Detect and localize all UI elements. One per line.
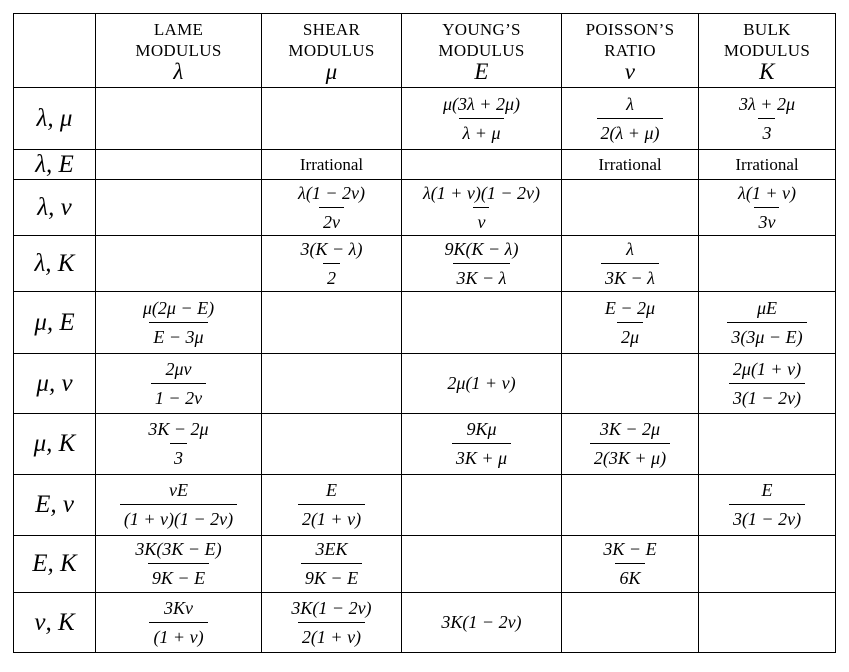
fraction-formula [144,419,212,469]
table-cell [96,292,262,354]
formula: 3K(1 − 2ν) [441,612,522,632]
fraction-denominator: (1 + ν) [149,622,207,648]
table-cell [562,475,699,536]
fraction-numerator: 3Kν [164,597,193,618]
table-cell [402,180,562,236]
column-header-symbol: ν [624,58,636,84]
fraction-numerator: νE [169,480,188,500]
fraction-formula [301,539,362,589]
fraction-formula [139,298,218,348]
fraction-formula [294,183,369,233]
table-cell [96,536,262,593]
table-cell [562,414,699,475]
table-cell [402,593,562,653]
table-cell [699,88,836,150]
table-cell [96,88,262,150]
table-cell [96,475,262,536]
fraction-formula [735,94,799,144]
column-header-line1: POISSON’S [585,19,675,39]
table-row [14,593,836,653]
fraction-formula [151,359,206,409]
row-header: λ, E [14,150,96,180]
fraction-formula [734,183,800,233]
table-cell [402,354,562,414]
table-cell [562,354,699,414]
table-cell [402,536,562,593]
fraction-denominator: 3(3μ − E) [727,322,806,348]
fraction-numerator: 3EK [315,539,348,559]
corner-cell [14,14,96,88]
column-header-line2: MODULUS [135,40,222,60]
table-body [14,88,836,653]
fraction-denominator: 2(3K + μ) [590,443,670,469]
fraction-formula [590,419,670,469]
table-row [14,536,836,593]
fraction-denominator: E − 3μ [149,322,207,348]
fraction-formula [298,480,365,530]
fraction-numerator: E [761,480,773,500]
column-header-symbol: μ [325,58,338,84]
table-cell [262,180,402,236]
row-header: μ, ν [14,354,96,414]
fraction-denominator: 2 [323,263,340,289]
table-cell [96,354,262,414]
table-cell [699,354,836,414]
table-cell [699,150,836,180]
fraction-denominator: 6K [615,563,644,589]
fraction-denominator: 2(1 + ν) [298,622,365,648]
fraction-denominator: 2ν [319,207,344,233]
fraction-formula [729,480,805,530]
row-header: λ, μ [14,88,96,150]
fraction-formula [439,94,524,144]
fraction-numerator: 3K(3K − E) [135,539,222,559]
column-header-symbol: λ [173,58,184,84]
table-cell [562,180,699,236]
column-header-line1: BULK [743,19,791,39]
fraction-formula [597,94,664,144]
fraction-formula [287,598,375,648]
column-header-line1: LAME [153,19,204,39]
fraction-formula [452,419,511,469]
fraction-numerator: 3K − 2μ [148,419,209,439]
table-cell [402,88,562,150]
row-header: μ, E [14,292,96,354]
fraction-formula [441,239,523,289]
fraction-formula [149,598,207,648]
column-header-lame [96,14,262,88]
table-cell [96,236,262,292]
fraction-numerator: 3K − 2μ [599,419,661,439]
column-header-line2: MODULUS [438,40,525,60]
table-cell [96,180,262,236]
table-row [14,354,836,414]
table-cell [262,292,402,354]
fraction-numerator: E [326,480,337,500]
table-cell [96,150,262,180]
fraction-denominator: 9K − E [148,563,209,589]
fraction-formula [601,239,659,289]
cell-text: Irrational [735,154,799,174]
table-cell [262,536,402,593]
header-row [14,14,836,88]
table-row [14,88,836,150]
fraction-denominator: ν [473,207,489,233]
fraction-numerator: λ(1 − 2ν) [298,182,365,203]
table-cell [699,236,836,292]
column-header-symbol: K [759,58,775,84]
row-header: λ, K [14,236,96,292]
fraction-denominator: 2(1 + ν) [298,504,365,530]
fraction-formula [727,298,806,348]
fraction-numerator: 9Kμ [466,419,497,439]
fraction-numerator: λ [626,93,634,114]
table-row [14,414,836,475]
table-cell [562,593,699,653]
table-row [14,292,836,354]
table-cell [699,292,836,354]
column-header-line1: SHEAR [302,19,361,39]
table-row [14,475,836,536]
table-cell [562,88,699,150]
row-header: λ, ν [14,180,96,236]
fraction-formula [599,539,660,589]
fraction-formula [419,183,544,233]
row-header: E, K [14,536,96,593]
table-cell [699,180,836,236]
table-row [14,180,836,236]
table-cell [262,236,402,292]
fraction-formula [120,480,237,530]
fraction-formula [131,539,225,589]
fraction-denominator: λ + μ [459,118,505,144]
fraction-denominator: 3K − λ [601,263,659,289]
table-cell [699,414,836,475]
cell-text: Irrational [598,154,662,174]
fraction-numerator: 3K(1 − 2ν) [291,597,372,618]
formula: 2μ(1 + ν) [447,373,516,393]
fraction-numerator: μ(2μ − E) [142,297,215,318]
fraction-formula [601,298,659,348]
fraction-numerator: 9K(K − λ) [444,238,519,259]
table-cell [402,236,562,292]
fraction-denominator: 2μ [617,322,643,348]
table-cell [262,593,402,653]
fraction-denominator: 2(λ + μ) [597,118,664,144]
fraction-denominator: 3K + μ [452,443,511,469]
column-header-poissons [562,14,699,88]
fraction-numerator: λ(1 + ν) [738,182,796,203]
table-cell [562,150,699,180]
fraction-denominator: 3 [758,118,775,144]
elastic-moduli-table [13,13,836,653]
fraction-denominator: 3K − λ [453,263,511,289]
fraction-denominator: 1 − 2ν [151,383,206,409]
table-cell [699,475,836,536]
fraction-numerator: 3K − E [603,539,657,559]
column-header-symbol: E [474,58,489,84]
column-header-line2: RATIO [604,40,656,60]
fraction-numerator: λ [626,238,634,259]
row-header: E, ν [14,475,96,536]
fraction-numerator: 2μν [165,358,192,379]
table-cell [402,150,562,180]
cell-text: Irrational [299,154,364,174]
table-cell [699,536,836,593]
table-cell [262,414,402,475]
fraction-denominator: 9K − E [301,563,362,589]
column-header-line2: MODULUS [723,40,811,60]
fraction-denominator: 3 [170,443,187,469]
table-cell [562,292,699,354]
fraction-numerator: μ(3λ + 2μ) [442,93,520,114]
fraction-numerator: λ(1 + ν)(1 − 2ν) [422,182,541,203]
fraction-numerator: 3(K − λ) [300,238,363,259]
table-cell [699,593,836,653]
table-cell [402,475,562,536]
table-cell [262,475,402,536]
table-cell [402,292,562,354]
table-cell [262,150,402,180]
table-cell [562,236,699,292]
row-header: ν, K [14,593,96,653]
fraction-numerator: 3λ + 2μ [739,93,795,114]
table-cell [562,536,699,593]
fraction-numerator: 2μ(1 + ν) [732,358,802,379]
table-row [14,150,836,180]
fraction-denominator: 3(1 − 2ν) [729,504,805,530]
column-header-line2: MODULUS [288,40,375,60]
fraction-formula [297,239,367,289]
column-header-line1: YOUNG’S [442,19,521,39]
table-cell [262,354,402,414]
column-header-shear [262,14,402,88]
row-header: μ, K [14,414,96,475]
fraction-formula [729,359,805,409]
fraction-denominator: 3ν [754,207,779,233]
fraction-denominator: (1 + ν)(1 − 2ν) [120,504,237,530]
table-cell [402,414,562,475]
table-cell [262,88,402,150]
fraction-numerator: μE [756,297,777,318]
table-cell [96,414,262,475]
column-header-bulk [699,14,836,88]
table-cell [96,593,262,653]
fraction-denominator: 3(1 − 2ν) [729,383,805,409]
table-row [14,236,836,292]
fraction-numerator: E − 2μ [604,297,656,318]
column-header-youngs [402,14,562,88]
